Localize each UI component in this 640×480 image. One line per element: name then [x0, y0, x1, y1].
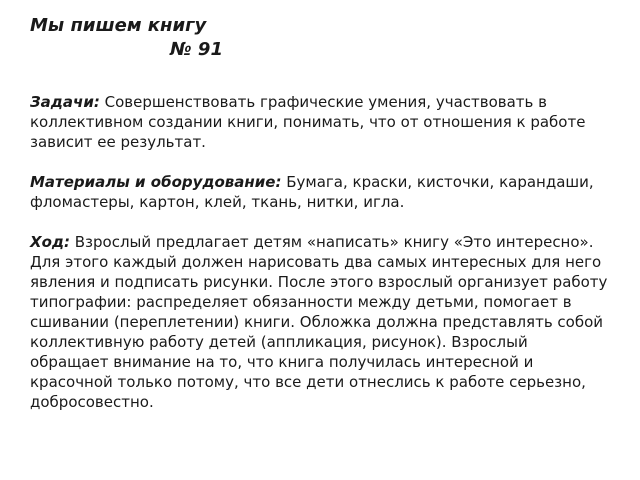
procedure-paragraph — [30, 232, 610, 412]
tasks-label: Задачи: — [30, 93, 100, 111]
title-line-1: Мы пишем книгу — [30, 15, 207, 36]
materials-label: Материалы и оборудование: — [30, 173, 282, 191]
materials-paragraph — [30, 172, 610, 212]
tasks-paragraph — [30, 92, 610, 152]
slide-content — [30, 14, 610, 412]
procedure-text: Взрослый предлагает детям «написать» книгу «Это интересно». Для этого каждый должен нарисовать два самых интересных для него явления и подписать рисунки. После этого взрослый организует работу типографии: распределяет обязанности между детьми, помогает в сшивании (переплетении) книги. Обложка должна представлять собой коллективную работу детей (аппликация, рисунок). Взрослый обращает внимание на то, что книга получилась интересной и красочной только потому, что все дети отнеслись к работе серьезно, добросовестно. — [30, 233, 608, 411]
title-line-2: № 91 — [170, 39, 223, 60]
procedure-label: Ход: — [30, 233, 70, 251]
materials-text: Бумага, краски, кисточки, карандаши, фломастеры, картон, клей, ткань, нитки, игла. — [30, 173, 594, 211]
page-title — [30, 14, 610, 62]
tasks-text: Совершенствовать графические умения, участвовать в коллективном создании книги, понимать, что от отношения к работе зависит ее результат. — [30, 93, 586, 151]
